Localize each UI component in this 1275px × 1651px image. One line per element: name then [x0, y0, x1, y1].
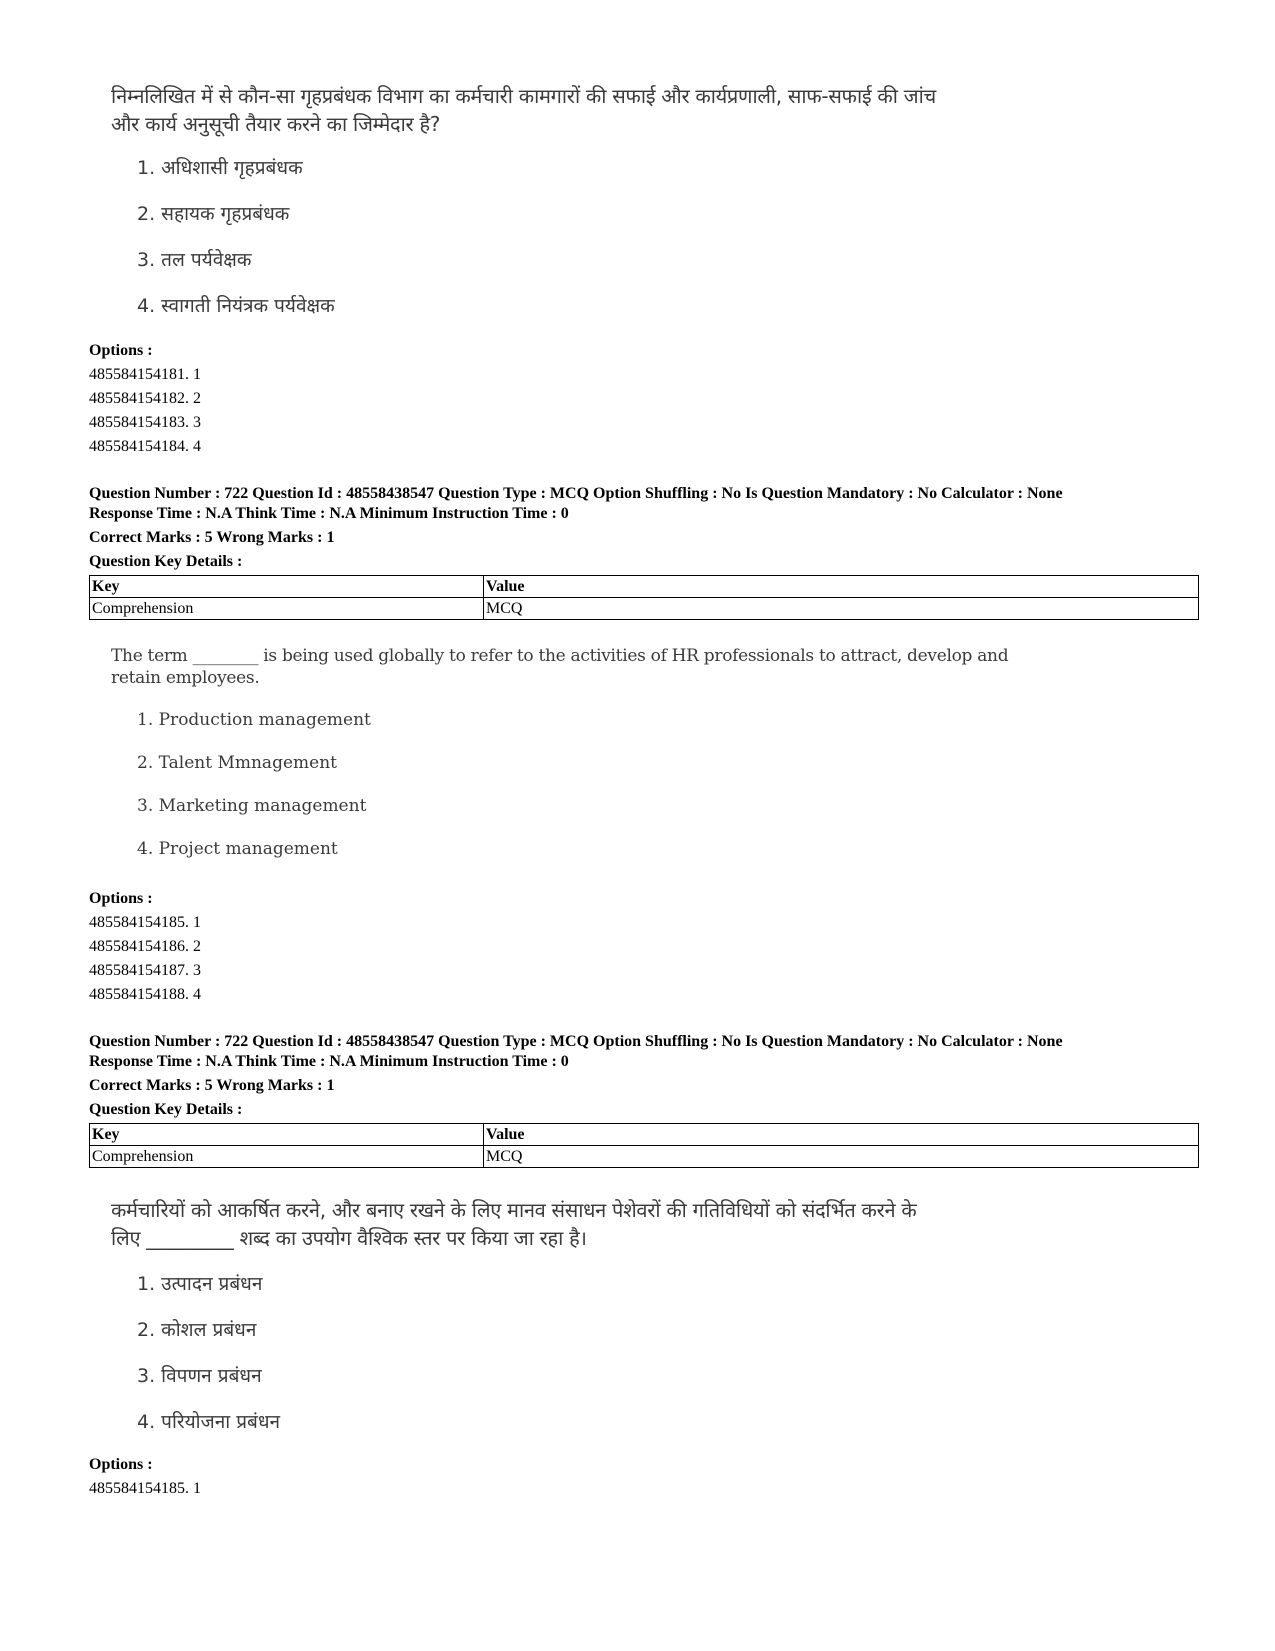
option-id: 485584154187. 3: [89, 962, 201, 979]
option-id: 485584154182. 2: [89, 390, 201, 407]
options-section: [89, 887, 201, 1007]
option-id: 485584154183. 3: [89, 414, 201, 431]
answer-choice: 3. Marketing management: [137, 796, 367, 816]
question-stem-line: लिए _________ शब्द का उपयोग वैश्विक स्तर पर किया जा रहा है।: [111, 1226, 587, 1250]
options-label: Options :: [89, 1456, 153, 1473]
question-meta: [89, 484, 1063, 572]
key-details-label: Question Key Details :: [89, 1101, 243, 1118]
table-header-value: Value: [484, 1124, 1199, 1146]
answer-choice: 2. Talent Mmnagement: [137, 753, 337, 773]
marks-line: Correct Marks : 5 Wrong Marks : 1: [89, 529, 335, 546]
table-cell-value: MCQ: [484, 598, 1199, 620]
question-meta-line: Question Number : 722 Question Id : 48558438547 Question Type : MCQ Option Shuffling : No Is Question Mandatory : No Calculator : None: [89, 1033, 1063, 1050]
answer-choice: 4. Project management: [137, 839, 338, 859]
question-stem-line: कर्मचारियों को आकर्षित करने, और बनाए रखने के लिए मानव संसाधन पेशेवरों की गतिविधियों को संदर्भित करने के: [111, 1198, 917, 1222]
question-stem-line: retain employees.: [111, 668, 260, 688]
table-cell-key: Comprehension: [90, 598, 484, 620]
options-section: [89, 1453, 201, 1501]
question-image: [111, 82, 1011, 317]
option-id: 485584154185. 1: [89, 914, 201, 931]
question-meta-line: Response Time : N.A Think Time : N.A Minimum Instruction Time : 0: [89, 1053, 569, 1070]
table-row: [90, 598, 1199, 620]
option-id: 485584154188. 4: [89, 986, 201, 1003]
question-meta: [89, 1032, 1063, 1120]
answer-choice: 2. सहायक गृहप्रबंधक: [137, 203, 290, 225]
answer-choice: 4. स्वागती नियंत्रक पर्यवेक्षक: [137, 295, 335, 317]
options-label: Options :: [89, 890, 153, 907]
answer-choice: 1. अधिशासी गृहप्रबंधक: [137, 157, 303, 179]
table-header-row: [90, 576, 1199, 598]
question-stem-line: निम्नलिखित में से कौन-सा गृहप्रबंधक विभाग का कर्मचारी कामगारों की सफाई और कार्यप्रणाली, साफ-सफाई की जांच: [111, 84, 936, 108]
question-stem-line: The term ________ is being used globally to refer to the activities of HR professionals to attract, develop and: [111, 646, 1009, 666]
answer-choice: 1. उत्पादन प्रबंधन: [137, 1273, 263, 1295]
options-section: [89, 339, 201, 459]
question-stem-line: और कार्य अनुसूची तैयार करने का जिम्मेदार है?: [111, 112, 441, 136]
table-cell-key: Comprehension: [90, 1146, 484, 1168]
option-id: 485584154185. 1: [89, 1480, 201, 1497]
question-image: [111, 1196, 1011, 1433]
answer-choice: 4. परियोजना प्रबंधन: [137, 1411, 281, 1433]
answer-choice: 2. कोशल प्रबंधन: [137, 1319, 257, 1341]
answer-choice: 3. तल पर्यवेक्षक: [137, 249, 252, 271]
key-details-label: Question Key Details :: [89, 553, 243, 570]
marks-line: Correct Marks : 5 Wrong Marks : 1: [89, 1077, 335, 1094]
question-image: [111, 645, 1011, 859]
table-header-key: Key: [90, 1124, 484, 1146]
options-label: Options :: [89, 342, 153, 359]
table-cell-value: MCQ: [484, 1146, 1199, 1168]
question-meta-line: Question Number : 722 Question Id : 48558438547 Question Type : MCQ Option Shuffling : No Is Question Mandatory : No Calculator : None: [89, 485, 1063, 502]
option-id: 485584154186. 2: [89, 938, 201, 955]
answer-choice: 1. Production management: [137, 710, 371, 730]
table-header-key: Key: [90, 576, 484, 598]
option-id: 485584154181. 1: [89, 366, 201, 383]
key-value-table: [89, 1123, 1199, 1168]
table-header-value: Value: [484, 576, 1199, 598]
answer-choice: 3. विपणन प्रबंधन: [137, 1365, 262, 1387]
table-header-row: [90, 1124, 1199, 1146]
question-meta-line: Response Time : N.A Think Time : N.A Minimum Instruction Time : 0: [89, 505, 569, 522]
option-id: 485584154184. 4: [89, 438, 201, 455]
key-value-table: [89, 575, 1199, 620]
table-row: [90, 1146, 1199, 1168]
